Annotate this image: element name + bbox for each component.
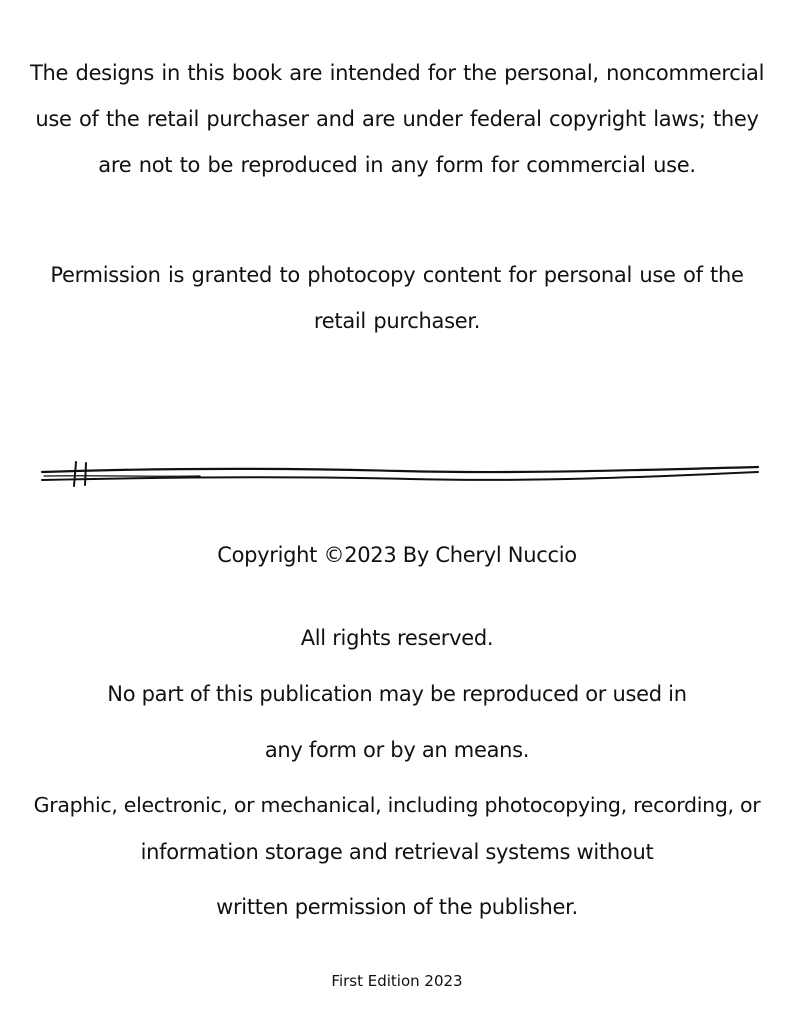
permission-notice-line: retail purchaser.: [313, 309, 481, 333]
usage-notice: [30, 50, 764, 188]
copyright-line: Copyright ©2023 By Cheryl Nuccio: [217, 543, 577, 567]
means-notice-line: information storage and retrieval systems without: [140, 840, 654, 864]
rights-reserved: All rights reserved.: [300, 626, 494, 650]
usage-notice-line: The designs in this book are intended for the personal, noncommercial: [30, 61, 765, 85]
usage-notice-line: use of the retail purchaser and are under federal copyright laws; they: [35, 107, 759, 131]
means-notice-line: Graphic, electronic, or mechanical, including photocopying, recording, or: [33, 793, 761, 817]
reproduction-notice-line: No part of this publication may be reproduced or used in: [107, 682, 687, 706]
hand-drawn-divider: [40, 458, 760, 494]
means-notice-line: written permission of the publisher.: [216, 895, 578, 919]
usage-notice-line: are not to be reproduced in any form for commercial use.: [98, 153, 696, 177]
reproduction-notice-line: any form or by an means.: [264, 738, 530, 762]
permission-notice: [30, 252, 764, 344]
edition-label: First Edition 2023: [331, 972, 463, 990]
permission-notice-line: Permission is granted to photocopy content for personal use of the: [50, 263, 744, 287]
